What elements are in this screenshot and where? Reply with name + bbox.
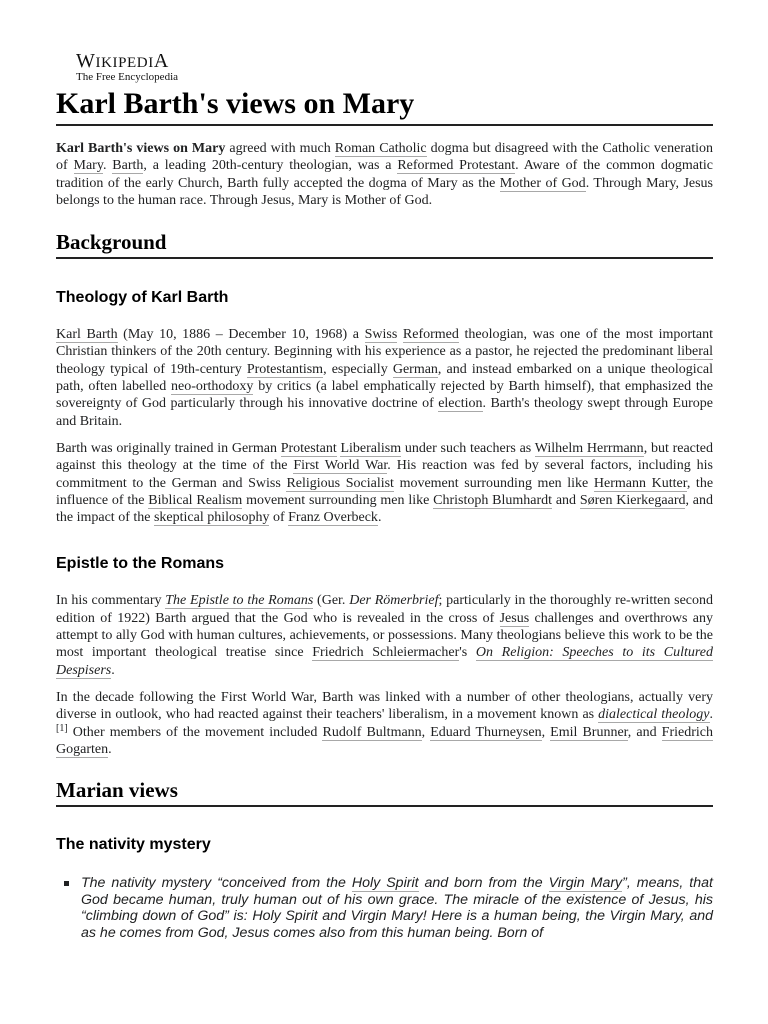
- intro-paragraph: [56, 140, 713, 209]
- text: (Ger.: [313, 593, 350, 609]
- text: theologian, was one of the most important Christian thinkers of the 20th century. Beginning with his experience as a pastor, he rejected the predominant: [56, 327, 714, 360]
- text: . Barth's theology swept through Europe and Britain.: [56, 396, 713, 429]
- link-election[interactable]: election: [438, 396, 483, 412]
- text: ”, means, that God became human, truly human out of his own grace. The miracle of the existence of Jesus, his “climbing down of God” is: Holy Spirit and Virgin Mary! Here is a human being, the Virgin Mary, and as he comes from God, Jesus comes also from this human being. Born of: [81, 875, 713, 941]
- text: , and instead embarked on a unique theological path, often labelled: [56, 361, 713, 395]
- subsection-heading-theology: Theology of Karl Barth: [56, 289, 229, 307]
- link-liberal[interactable]: liberal: [677, 344, 713, 360]
- link-dialectical-theology[interactable]: [598, 707, 709, 723]
- link-swiss[interactable]: Swiss: [364, 327, 398, 343]
- section-heading-marian-views: Marian views: [56, 776, 713, 807]
- text: challenges and overthrows any attempt to ally God with human cultures, achievements, or possessions. Many theologians believe this work to be the most important theological treatise since: [56, 610, 713, 661]
- text: 's: [459, 645, 476, 661]
- link-jesus[interactable]: Jesus: [499, 610, 530, 626]
- article: [56, 50, 713, 942]
- text: and: [552, 492, 580, 508]
- link-reformed-protestant[interactable]: Reformed Protestant: [397, 158, 516, 174]
- text: .: [111, 662, 115, 678]
- link-hermann-kutter[interactable]: Hermann Kutter: [593, 475, 687, 491]
- text: , especially: [323, 361, 393, 377]
- link-karl-barth[interactable]: Karl Barth: [56, 327, 118, 343]
- link-emil-brunner[interactable]: Emil Brunner: [550, 724, 628, 740]
- quote-list: [56, 875, 713, 941]
- link-protestantism[interactable]: Protestantism: [246, 361, 324, 377]
- link-protestant[interactable]: Protestant: [280, 440, 337, 456]
- text: .: [108, 741, 112, 757]
- page-title: Karl Barth's views on Mary: [56, 86, 713, 126]
- subsection-heading-epistle: Epistle to the Romans: [56, 555, 225, 573]
- svg-text:WIKIPEDIA: WIKIPEDIA: [76, 50, 169, 72]
- link-first-world-war[interactable]: First World War: [293, 458, 388, 474]
- text: (May 10, 1886 – December 10, 1968) a: [117, 327, 365, 343]
- text: movement surrounding men like: [242, 492, 434, 508]
- text: , and the impact of the: [56, 492, 713, 526]
- text: In the decade following the First World War, Barth was linked with a number of other theologians, actually very diverse in outlook, who had reacted against their teachers' liberalism, in a movement known as: [56, 689, 713, 723]
- link-text: The Epistle to the Romans: [165, 593, 314, 609]
- link-liberalism[interactable]: Liberalism: [340, 440, 402, 456]
- link-mary[interactable]: Mary: [73, 158, 103, 174]
- link-franz-overbeck[interactable]: Franz Overbeck: [288, 510, 378, 526]
- text: , a leading 20th-century theologian, was a: [143, 158, 398, 174]
- text: . Aware of the common dogmatic tradition of the early Church, Barth fully accepted the dogma of Mary as the: [56, 158, 713, 191]
- text: , but reacted against this theology at the time of the: [56, 440, 714, 474]
- text: under such teachers as: [401, 440, 535, 456]
- link-biblical-realism[interactable]: Biblical Realism: [148, 492, 243, 508]
- bullet-icon: [64, 881, 69, 886]
- section-heading-background: Background: [56, 228, 713, 259]
- reference-link[interactable]: [1]: [56, 722, 68, 734]
- title-roemerbrief: Der Römerbrief: [349, 593, 439, 609]
- text: . His reaction was fed by several factors, including his commitment to the German and Swiss: [56, 458, 713, 491]
- text: ,: [541, 724, 551, 740]
- text: and born from the: [418, 875, 549, 892]
- list-item: [81, 875, 713, 941]
- wikipedia-tagline: The Free Encyclopedia: [76, 71, 179, 83]
- link-christoph-blumhardt[interactable]: Christoph Blumhardt: [433, 492, 553, 508]
- link-soren-kierkegaard[interactable]: Søren Kierkegaard: [579, 492, 686, 508]
- subsection-heading-nativity: The nativity mystery: [56, 836, 211, 854]
- link-friedrich-schleiermacher[interactable]: Friedrich Schleiermacher: [312, 645, 460, 661]
- text: theology typical of 19th-century: [56, 361, 247, 377]
- text: . Through Mary, Jesus belongs to the human race. Through Jesus, Mary is Mother of God.: [56, 175, 713, 208]
- text: agreed with much: [225, 141, 335, 156]
- intro-bold-lead: Karl Barth's views on Mary: [56, 141, 226, 156]
- text: .: [709, 707, 713, 723]
- theology-paragraph-1: [56, 326, 713, 430]
- link-text: dialectical theology: [598, 707, 710, 723]
- text: Other members of the movement included: [67, 724, 323, 740]
- wikipedia-logo[interactable]: [56, 50, 713, 86]
- link-roman-catholic[interactable]: Roman Catholic: [334, 141, 427, 156]
- link-epistle-to-the-romans[interactable]: [165, 593, 313, 609]
- text: Barth was originally trained in German: [56, 440, 281, 456]
- text: ,: [421, 724, 431, 740]
- text: In his commentary: [56, 593, 166, 609]
- text: , and: [627, 724, 662, 740]
- theology-paragraph-2: [56, 440, 713, 526]
- epistle-paragraph-2: [56, 689, 713, 758]
- link-religious-socialist[interactable]: Religious Socialist: [286, 475, 394, 491]
- link-text: On Religion: Speeches to its Cultured Despisers: [56, 645, 713, 678]
- text: of: [269, 510, 289, 526]
- link-holy-spirit[interactable]: Holy Spirit: [351, 875, 419, 892]
- link-eduard-thurneysen[interactable]: Eduard Thurneysen: [430, 724, 542, 740]
- text: The nativity mystery “conceived from the: [81, 875, 352, 892]
- link-rudolf-bultmann[interactable]: Rudolf Bultmann: [322, 724, 422, 740]
- text: .: [102, 158, 113, 174]
- link-friedrich-gogarten[interactable]: Friedrich Gogarten: [56, 724, 713, 757]
- text: movement surrounding men like: [393, 475, 594, 491]
- link-barth[interactable]: Barth: [112, 158, 144, 174]
- link-german[interactable]: German: [392, 361, 438, 377]
- link-virgin-mary[interactable]: Virgin Mary: [548, 875, 623, 892]
- text: by critics (a label emphatically rejected by Barth himself), that emphasized the sovereignty of God particularly through his innovative doctrine of: [56, 379, 713, 412]
- text: , the influence of the: [56, 475, 714, 508]
- link-neo-orthodoxy[interactable]: neo-orthodoxy: [171, 379, 254, 395]
- text: .: [377, 510, 382, 526]
- link-mother-of-god[interactable]: Mother of God: [499, 175, 586, 191]
- link-skeptical-philosophy[interactable]: skeptical philosophy: [153, 510, 270, 526]
- epistle-paragraph-1: [56, 592, 713, 678]
- text: dogma but disagreed with the Catholic veneration of: [56, 141, 713, 174]
- text: ; particularly in the thoroughly re-written second edition of 1922) Barth argued that the God who is revealed in the cross of: [56, 593, 713, 626]
- link-wilhelm-herrmann[interactable]: Wilhelm Herrmann: [534, 440, 644, 456]
- link-reformed[interactable]: Reformed: [402, 327, 459, 343]
